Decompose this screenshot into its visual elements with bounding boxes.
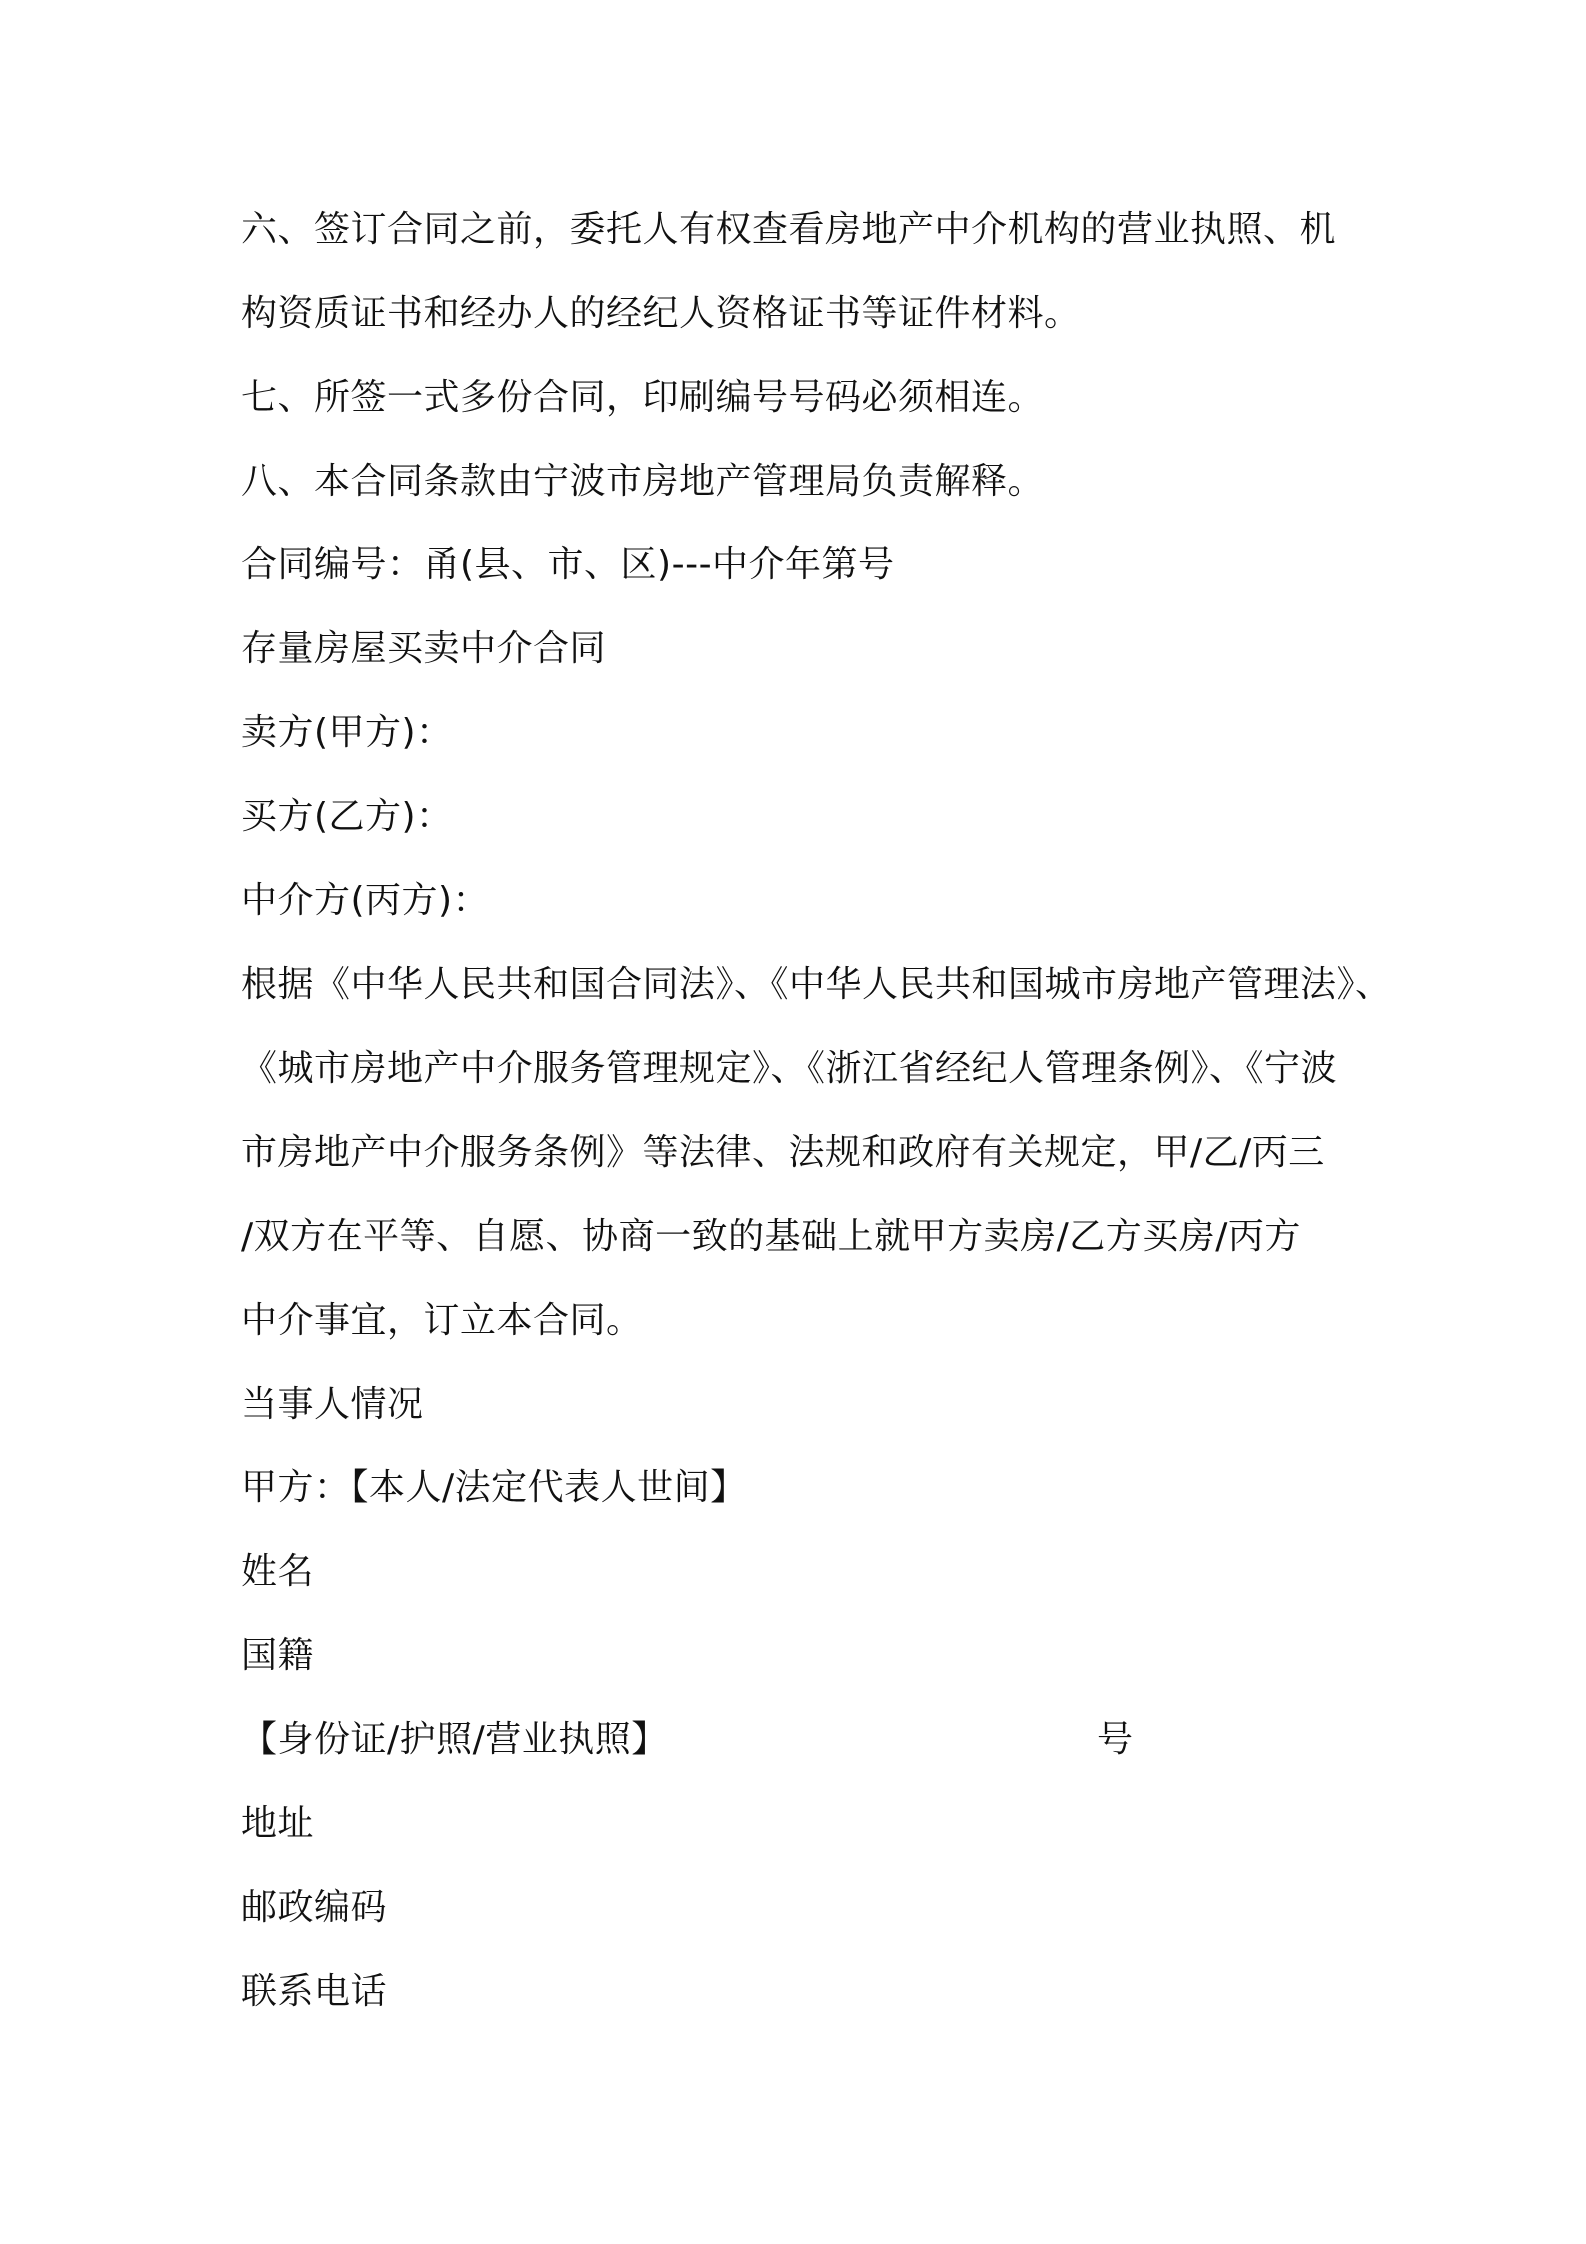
party-a-type: 甲方：【本人/法定代表人世间】	[241, 1467, 747, 1508]
agent-party: 中介方(丙方)：	[241, 880, 490, 921]
postal-code-field-label: 邮政编码	[241, 1887, 388, 1928]
name-field-label: 姓名	[241, 1551, 315, 1592]
phone-field-label: 联系电话	[241, 1971, 388, 2012]
buyer-party: 买方(乙方)：	[241, 796, 453, 837]
seller-party: 卖方(甲方)：	[241, 712, 453, 753]
clause-six-line-2: 构资质证书和经办人的经纪人资格证书等证件材料。	[241, 293, 1081, 334]
preamble-line-1: 根据《中华人民共和国合同法》、《中华人民共和国城市房地产管理法》、	[241, 964, 1392, 1005]
preamble-line-4: /双方在平等、自愿、协商一致的基础上就甲方卖房/乙方买房/丙方	[241, 1216, 1301, 1257]
clause-seven: 七、所签一式多份合同，印刷编号号码必须相连。	[241, 377, 1045, 418]
contract-title: 存量房屋买卖中介合同	[241, 628, 607, 669]
id-document-label: 【身份证/护照/营业执照】	[241, 1719, 668, 1760]
nationality-field-label: 国籍	[241, 1635, 315, 1676]
clause-eight: 八、本合同条款由宁波市房地产管理局负责解释。	[241, 461, 1045, 502]
contract-number: 合同编号：甬(县、市、区)---中介年第号	[241, 544, 895, 585]
preamble-line-5: 中介事宜，订立本合同。	[241, 1300, 643, 1341]
address-field-label: 地址	[241, 1803, 315, 1844]
preamble-line-3: 市房地产中介服务条例》等法律、法规和政府有关规定，甲/乙/丙三	[241, 1132, 1325, 1173]
id-number-suffix: 号	[1097, 1719, 1134, 1760]
clause-six-line-1: 六、签订合同之前，委托人有权查看房地产中介机构的营业执照、机	[241, 209, 1337, 250]
preamble-line-2: 《城市房地产中介服务管理规定》、《浙江省经纪人管理条例》、《宁波	[241, 1048, 1338, 1089]
id-document-field	[241, 1718, 1361, 1762]
parties-heading: 当事人情况	[241, 1384, 424, 1425]
